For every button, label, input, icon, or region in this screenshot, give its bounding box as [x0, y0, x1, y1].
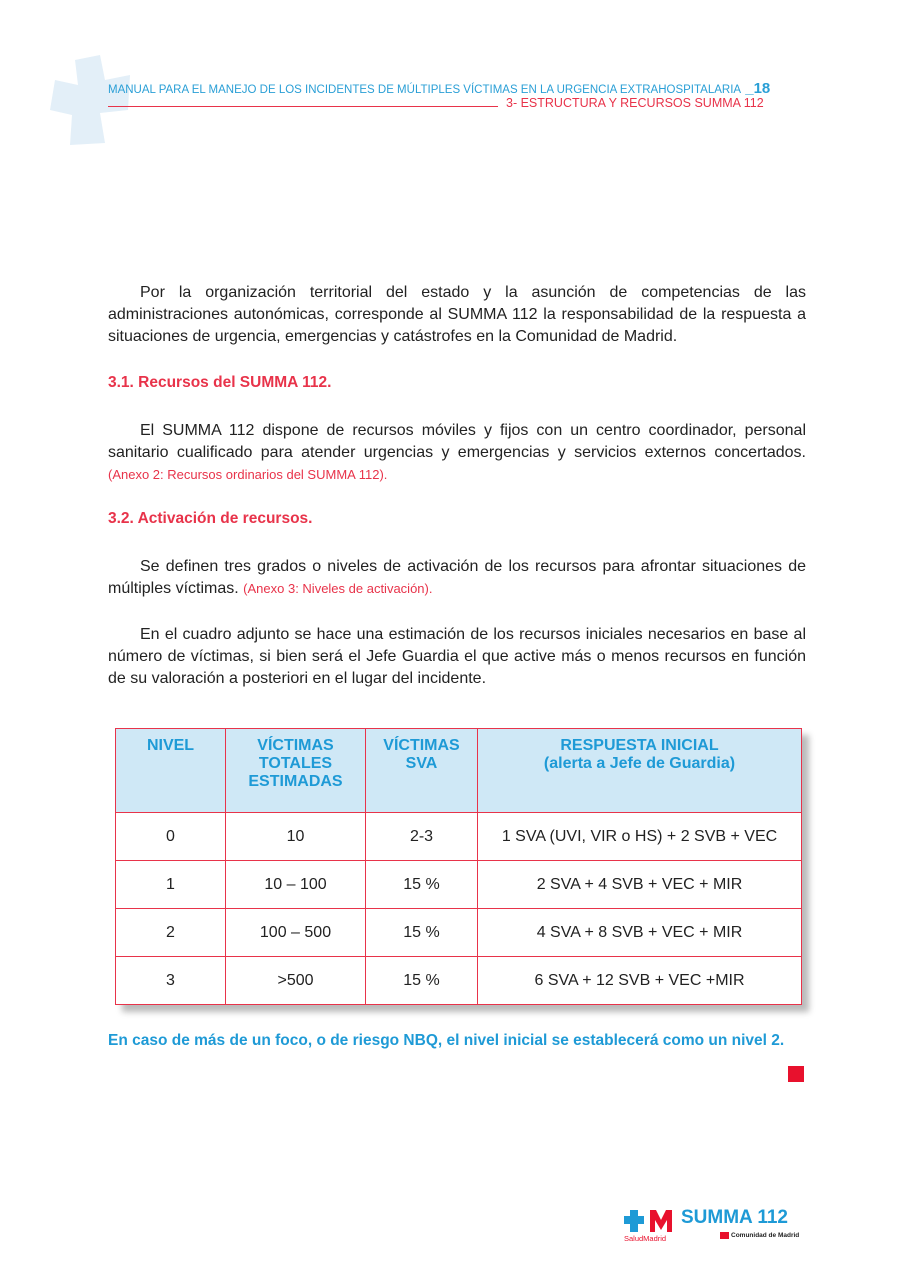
cell: 2	[116, 909, 226, 957]
cell: 15 %	[366, 861, 478, 909]
activation-levels-table	[115, 728, 802, 1005]
summa-112-brand: SUMMA 112	[681, 1207, 788, 1228]
heading-3-2: 3.2. Activación de recursos.	[108, 510, 313, 527]
cell: 2-3	[366, 813, 478, 861]
table-header-row	[116, 729, 802, 813]
intro-paragraph: Por la organización territorial del estado y la asunción de competencias de las administraciones autonómicas, corresponde al SUMMA 112 la responsabilidad de la respuesta a situaciones de urgencia, emergencias y catástrofes en la Comunidad de Madrid.	[108, 284, 806, 345]
paragraph-estimation: En el cuadro adjunto se hace una estimación de los recursos iniciales necesarios en base al número de víctimas, si bien será el Jefe Guardia el que active más o menos recursos en función de su valoración a posteriori en el lugar del incidente.	[108, 626, 806, 687]
paragraph-3-2: Se definen tres grados o niveles de activación de los recursos para afrontar situaciones de múltiples víctimas. (Anexo 3: Niveles de activación).	[108, 558, 806, 597]
salud-madrid-text: SaludMadrid	[624, 1234, 667, 1243]
cell: 10 – 100	[226, 861, 366, 909]
header-title: MANUAL PARA EL MANEJO DE LOS INCIDENTES DE MÚLTIPLES VÍCTIMAS EN LA URGENCIA EXTRAHOSPITALARIA _18	[108, 80, 771, 97]
section-title: 3- ESTRUCTURA Y RECURSOS SUMMA 112	[506, 96, 764, 110]
heading-3-1: 3.1. Recursos del SUMMA 112.	[108, 374, 332, 391]
salud-madrid-logo-icon	[624, 1208, 678, 1234]
header-respuesta: RESPUESTA INICIAL (alerta a Jefe de Guardia)	[478, 729, 802, 813]
cell: >500	[226, 957, 366, 1005]
table-row	[116, 957, 802, 1005]
cell: 1 SVA (UVI, VIR o HS) + 2 SVB + VEC	[478, 813, 802, 861]
table-row	[116, 909, 802, 957]
header-victimas-totales: VÍCTIMAS TOTALES ESTIMADAS	[226, 729, 366, 813]
nbq-note: En caso de más de un foco, o de riesgo NBQ, el nivel inicial se establecerá como un nivel 2.	[108, 1032, 785, 1049]
cell: 1	[116, 861, 226, 909]
cell: 0	[116, 813, 226, 861]
table-row	[116, 861, 802, 909]
cell: 100 – 500	[226, 909, 366, 957]
cell: 15 %	[366, 957, 478, 1005]
header-nivel: NIVEL	[116, 729, 226, 813]
watermark-cross-logo-icon	[50, 55, 130, 145]
cell: 2 SVA + 4 SVB + VEC + MIR	[478, 861, 802, 909]
cell: 3	[116, 957, 226, 1005]
cell: 6 SVA + 12 SVB + VEC +MIR	[478, 957, 802, 1005]
annex-3-reference: (Anexo 3: Niveles de activación).	[243, 581, 433, 596]
annex-2-reference: (Anexo 2: Recursos ordinarios del SUMMA 112).	[108, 467, 388, 482]
header-divider	[108, 106, 498, 107]
table-row	[116, 813, 802, 861]
header-victimas-sva: VÍCTIMAS SVA	[366, 729, 478, 813]
paragraph-3-1: El SUMMA 112 dispone de recursos móviles y fijos con un centro coordinador, personal sanitario cualificado para atender urgencias y emergencias y servicios externos concertados. (Anexo 2: Recursos ordinarios del SUMMA 112).	[108, 422, 806, 482]
end-square-icon	[788, 1066, 804, 1082]
cell: 4 SVA + 8 SVB + VEC + MIR	[478, 909, 802, 957]
cell: 10	[226, 813, 366, 861]
comunidad-madrid-logo: Comunidad de Madrid	[720, 1232, 799, 1239]
cell: 15 %	[366, 909, 478, 957]
page-number: 18	[753, 80, 771, 97]
